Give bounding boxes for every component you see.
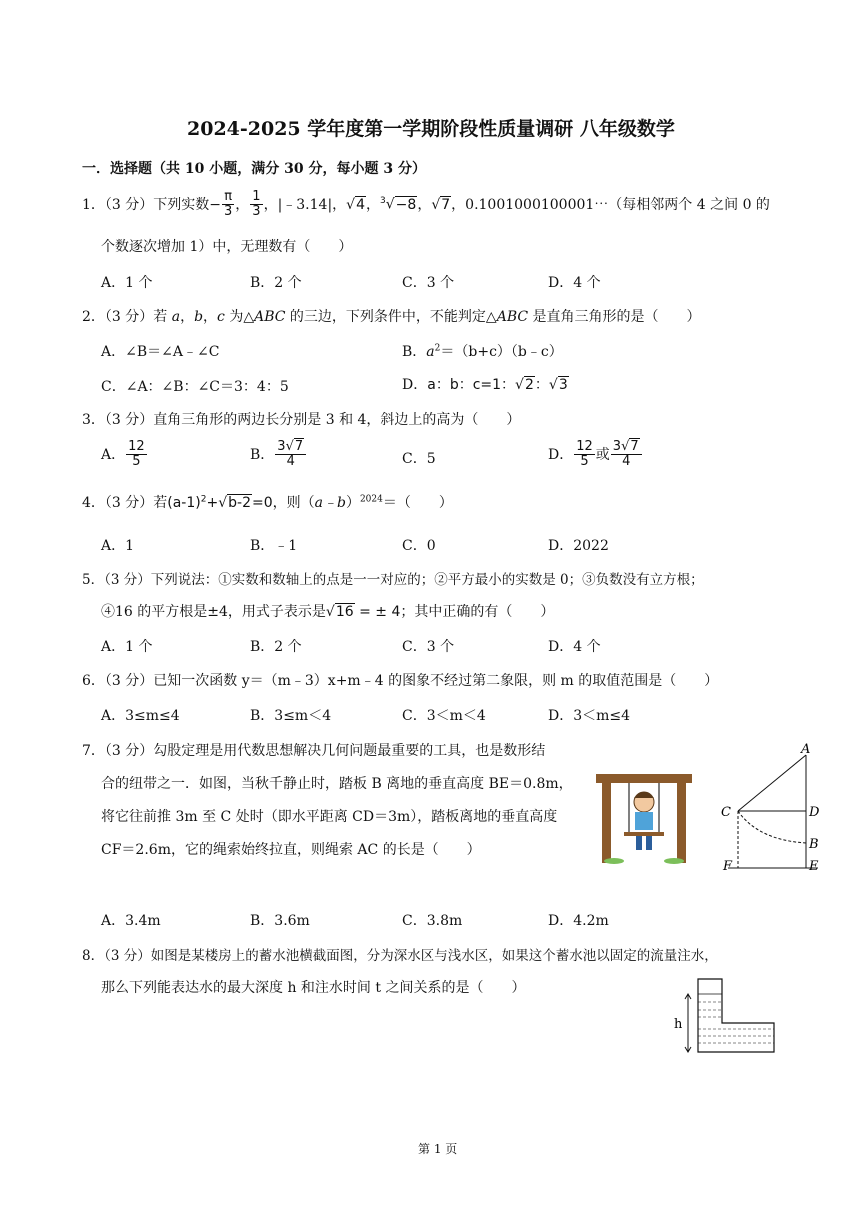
- q6-option-b[interactable]: B．3≤m＜4: [250, 708, 332, 724]
- label-a: A: [801, 742, 811, 757]
- question-7-line-4: CF＝2.6m，它的绳索始终拉直，则绳索 AC 的长是（ ）: [101, 842, 481, 858]
- label-b: B: [809, 837, 819, 852]
- q6-option-c[interactable]: C．3＜m＜4: [402, 708, 486, 724]
- question-4: 4．（3 分）若$(a-1)^2+√b-2=0$，则（a﹣b）$^{2024}$＝（ ）: [82, 494, 453, 511]
- question-7-line-2: 合的纽带之一．如图，当秋千静止时，踏板 B 离地的垂直高度 BE＝0.8m，: [101, 776, 573, 792]
- q5-option-a[interactable]: A．1 个: [101, 639, 153, 655]
- q7-option-d[interactable]: D．4.2m: [548, 913, 609, 929]
- question-6: 6．（3 分）已知一次函数 y＝（m﹣3）x+m﹣4 的图象不经过第二象限，则 m 的取值范围是（ ）: [82, 673, 719, 689]
- q1-option-d[interactable]: D．4 个: [548, 275, 601, 291]
- q1-option-b[interactable]: B．2 个: [250, 275, 302, 291]
- question-1-line-2: 个数逐次增加 1）中，无理数有（ ）: [101, 239, 353, 255]
- question-2: 2．（3 分）若 a，b，c 为△ABC 的三边，下列条件中，不能判定△ABC 是直角三角形的是（ ）: [82, 309, 701, 325]
- sqrt-7: √7: [431, 196, 451, 213]
- label-c: C: [721, 805, 731, 820]
- q4-option-b[interactable]: B．﹣1: [250, 538, 298, 554]
- fraction-pi-over-3: $\frac{\pi}{3}$: [224, 189, 233, 220]
- q6-option-d[interactable]: D．3＜m≤4: [548, 708, 631, 724]
- q3-option-d[interactable]: D． $\frac{12}{5}$ 或 $\frac{3√7}{4}$: [548, 440, 643, 470]
- question-3: 3．（3 分）直角三角形的两边长分别是 3 和 4，斜边上的高为（ ）: [82, 412, 521, 428]
- question-7-line-3: 将它往前推 3m 至 C 处时（即水平距离 CD＝3m），踏板离地的垂直高度: [101, 809, 558, 825]
- page-number: 第 1 页: [418, 1142, 458, 1156]
- q7-option-b[interactable]: B．3.6m: [250, 913, 310, 929]
- fraction-one-third: $\frac{1}{3}$: [252, 189, 261, 220]
- question-8-line-2: 那么下列能表达水的最大深度 h 和注水时间 t 之间关系的是（ ）: [101, 980, 526, 996]
- q4-option-d[interactable]: D．2022: [548, 538, 609, 554]
- q6-option-a[interactable]: A．3≤m≤4: [101, 708, 180, 724]
- question-5-line-2: ④16 的平方根是±4，用式子表示是√16 = ± 4；其中正确的有（ ）: [101, 604, 555, 620]
- cbrt-neg8: $^3$√−8: [380, 196, 417, 213]
- q2-option-c[interactable]: C．∠A：∠B：∠C＝3：4：5: [101, 379, 289, 395]
- swing-geometry-figure: [718, 740, 828, 875]
- q2-option-b[interactable]: B．$a^2=(b+c)(b﹣c)$: [402, 343, 563, 360]
- q4-option-c[interactable]: C．0: [402, 538, 436, 554]
- question-7-line-1: 7．（3 分）勾股定理是用代数思想解决几何问题最重要的工具，也是数形结: [82, 743, 546, 759]
- q5-option-d[interactable]: D．4 个: [548, 639, 601, 655]
- label-f: F: [723, 859, 733, 874]
- question-8-line-1: 8．（3 分）如图是某楼房上的蓄水池横截面图，分为深水区与浅水区，如果这个蓄水池以固定的流量注水，: [82, 948, 718, 964]
- q1-option-c[interactable]: C．3 个: [402, 275, 455, 291]
- question-1-line-1: 1．（3 分）下列实数− $\frac{\pi}{3}$ ， $\frac{1}{3}$ ，|﹣3.14|，√4，$^3$√−8，√7，0.1001000100001⋯（每相邻两个 4 之间 0 的: [82, 189, 770, 220]
- q4-option-a[interactable]: A．1: [101, 538, 135, 554]
- q3-option-c[interactable]: C．5: [402, 451, 436, 467]
- q7-option-c[interactable]: C．3.8m: [402, 913, 463, 929]
- label-d: D: [809, 805, 820, 820]
- question-5-line-1: 5．（3 分）下列说法：①实数和数轴上的点是一一对应的；②平方最小的实数是 0；③负数没有立方根；: [82, 572, 704, 588]
- q3-option-a[interactable]: A． $\frac{12}{5}$: [101, 439, 145, 470]
- q5-option-b[interactable]: B．2 个: [250, 639, 302, 655]
- q2-option-d[interactable]: D．a：b：c=1：√2：√3: [402, 377, 568, 393]
- q5-option-c[interactable]: C．3 个: [402, 639, 455, 655]
- q7-option-a[interactable]: A．3.4m: [101, 913, 161, 929]
- swing-illustration-icon: [594, 766, 694, 866]
- water-tank-figure: [670, 976, 780, 1056]
- q2-option-a[interactable]: A．∠B＝∠A﹣∠C: [101, 344, 220, 360]
- label-h: h: [674, 1017, 683, 1032]
- page-title: 2024-2025 学年度第一学期阶段性质量调研 八年级数学: [187, 118, 675, 140]
- q3-option-b[interactable]: B． $\frac{3√7}{4}$: [250, 440, 307, 470]
- q1-option-a[interactable]: A．1 个: [101, 275, 153, 291]
- sqrt-4: √4: [346, 196, 366, 213]
- label-e: E: [809, 859, 819, 874]
- section-heading: 一．选择题（共 10 小题，满分 30 分，每小题 3 分）: [82, 161, 426, 177]
